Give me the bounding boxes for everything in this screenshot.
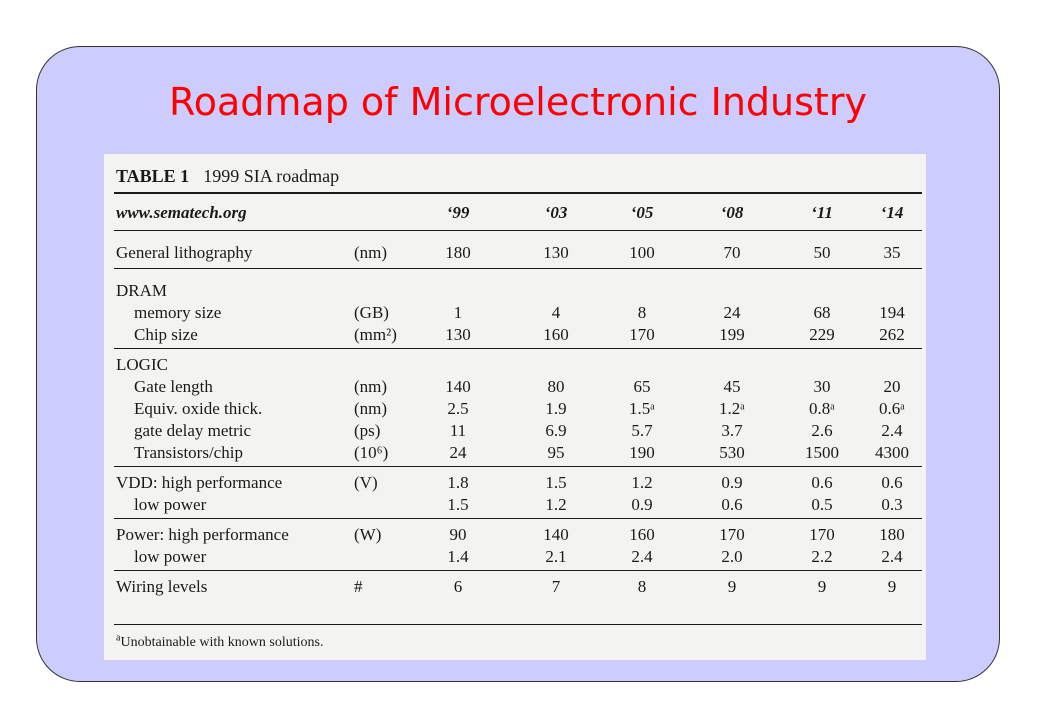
table-cell: 2.6 <box>811 421 833 440</box>
source-url: www.sematech.org <box>116 203 247 222</box>
table-cell: 45 <box>723 377 741 396</box>
table-cell: 20 <box>883 377 901 396</box>
row-label: Chip size <box>134 325 198 344</box>
row-unit: (nm) <box>354 243 388 262</box>
slide-title: Roadmap of Microelectronic Industry <box>169 80 867 124</box>
table-row <box>104 420 926 442</box>
row-label: LOGIC <box>116 355 168 374</box>
row-label: memory size <box>134 303 222 322</box>
table-row <box>104 494 926 516</box>
table-cell: 9 <box>887 577 897 596</box>
table-cell: 1.2 <box>545 495 567 514</box>
table-cell: 11 <box>449 421 467 440</box>
table-cell: 24 <box>723 303 741 322</box>
table-cell: 0.9 <box>631 495 653 514</box>
table-cell: 160 <box>629 525 655 544</box>
table-cell: 1.5ᵃ <box>629 399 655 418</box>
table-cell: 8 <box>637 303 647 322</box>
table-cell: 229 <box>809 325 835 344</box>
table-cell: 2.2 <box>811 547 833 566</box>
table-cell: 3.7 <box>721 421 743 440</box>
table-row <box>104 376 926 398</box>
row-separator <box>114 466 922 467</box>
year-header: ‘08 <box>720 203 744 222</box>
table-cell: 0.6 <box>721 495 743 514</box>
table-cell: 180 <box>445 243 471 262</box>
table-cell: 5.7 <box>631 421 653 440</box>
row-label: low power <box>134 495 207 514</box>
row-unit: (GB) <box>354 303 389 322</box>
row-separator <box>114 518 922 519</box>
table-cell: 9 <box>727 577 737 596</box>
year-header: ‘05 <box>630 203 654 222</box>
row-label: Gate length <box>134 377 213 396</box>
table-cell: 90 <box>449 525 467 544</box>
row-label: Wiring levels <box>116 577 208 596</box>
row-unit: (V) <box>354 473 378 492</box>
row-unit: # <box>354 577 363 596</box>
table-cell: 0.8ᵃ <box>809 399 835 418</box>
table-cell: 24 <box>449 443 467 462</box>
table-cell: 0.3 <box>881 495 903 514</box>
table-row <box>104 576 926 598</box>
table-cell: 194 <box>879 303 905 322</box>
table-row <box>104 302 926 324</box>
table-row <box>104 398 926 420</box>
row-label: General lithography <box>116 243 253 262</box>
footnote-mark: a <box>116 632 121 644</box>
year-header: ‘11 <box>811 203 833 222</box>
table-caption-label: TABLE 1 <box>116 166 190 186</box>
table-cell: 2.0 <box>721 547 743 566</box>
table-cell: 7 <box>551 577 561 596</box>
row-unit: (ps) <box>354 421 381 440</box>
table-cell: 6 <box>453 577 463 596</box>
table-cell: 262 <box>879 325 905 344</box>
table-cell: 170 <box>809 525 835 544</box>
table-row <box>104 524 926 546</box>
table-cell: 50 <box>813 243 831 262</box>
table-cell: 130 <box>445 325 471 344</box>
table-cell: 2.5 <box>447 399 469 418</box>
table-cell: 9 <box>817 577 827 596</box>
table-cell: 30 <box>813 377 831 396</box>
table-cell: 1.4 <box>447 547 469 566</box>
scanned-table-image <box>104 154 926 660</box>
table-caption-text: 1999 SIA roadmap <box>203 166 340 186</box>
table-cell: 1.2 <box>631 473 653 492</box>
table-bottom-rule <box>114 624 922 625</box>
table-cell: 180 <box>879 525 905 544</box>
table-row <box>104 354 926 376</box>
table-cell: 2.4 <box>881 547 903 566</box>
footnote-text: Unobtainable with known solutions. <box>120 635 324 650</box>
table-cell: 4 <box>551 303 561 322</box>
table-cell: 1500 <box>805 443 839 462</box>
table-cell: 65 <box>633 377 651 396</box>
year-header: ‘14 <box>880 203 904 222</box>
row-separator <box>114 268 922 269</box>
table-row <box>104 472 926 494</box>
row-unit: (nm) <box>354 377 388 396</box>
table-header-row <box>104 200 926 226</box>
table-cell: 160 <box>543 325 569 344</box>
table-cell: 1.8 <box>447 473 469 492</box>
table-cell: 199 <box>719 325 745 344</box>
table-cell: 2.4 <box>631 547 653 566</box>
table-cell: 140 <box>445 377 471 396</box>
table-cell: 70 <box>723 243 741 262</box>
row-label: VDD: high performance <box>116 473 283 492</box>
table-cell: 4300 <box>875 443 909 462</box>
table-footnote <box>116 634 323 652</box>
table-cell: 170 <box>719 525 745 544</box>
row-label: Power: high performance <box>116 525 289 544</box>
year-header: ‘03 <box>544 203 568 222</box>
table-top-rule <box>114 192 922 194</box>
table-caption <box>116 164 339 188</box>
table-row <box>104 242 926 264</box>
table-cell: 35 <box>883 243 901 262</box>
table-cell: 1.9 <box>545 399 567 418</box>
row-unit: (W) <box>354 525 382 544</box>
table-cell: 100 <box>629 243 655 262</box>
row-label: Transistors/chip <box>134 443 243 462</box>
table-row <box>104 280 926 302</box>
row-unit: (10⁶) <box>354 443 389 462</box>
table-cell: 2.4 <box>881 421 903 440</box>
table-cell: 1.5 <box>447 495 469 514</box>
table-cell: 1.5 <box>545 473 567 492</box>
row-label: low power <box>134 547 207 566</box>
table-cell: 130 <box>543 243 569 262</box>
table-cell: 530 <box>719 443 745 462</box>
table-header-rule <box>114 230 922 231</box>
table-cell: 6.9 <box>545 421 567 440</box>
table-cell: 2.1 <box>545 547 567 566</box>
table-row <box>104 324 926 346</box>
table-cell: 0.9 <box>721 473 743 492</box>
table-cell: 1 <box>453 303 463 322</box>
row-unit: (nm) <box>354 399 388 418</box>
table-cell: 140 <box>543 525 569 544</box>
year-header: ‘99 <box>446 203 470 222</box>
table-cell: 190 <box>629 443 655 462</box>
table-cell: 68 <box>813 303 831 322</box>
row-label: DRAM <box>116 281 168 300</box>
row-separator <box>114 348 922 349</box>
table-cell: 1.2ᵃ <box>719 399 745 418</box>
row-separator <box>114 570 922 571</box>
table-cell: 0.6 <box>811 473 833 492</box>
table-cell: 0.6 <box>881 473 903 492</box>
table-cell: 0.5 <box>811 495 833 514</box>
table-row <box>104 442 926 464</box>
table-cell: 95 <box>547 443 565 462</box>
row-label: Equiv. oxide thick. <box>134 399 263 418</box>
table-cell: 0.6ᵃ <box>879 399 905 418</box>
row-label: gate delay metric <box>134 421 252 440</box>
table-cell: 80 <box>547 377 565 396</box>
table-row <box>104 546 926 568</box>
table-cell: 170 <box>629 325 655 344</box>
table-cell: 8 <box>637 577 647 596</box>
row-unit: (mm²) <box>354 325 397 344</box>
